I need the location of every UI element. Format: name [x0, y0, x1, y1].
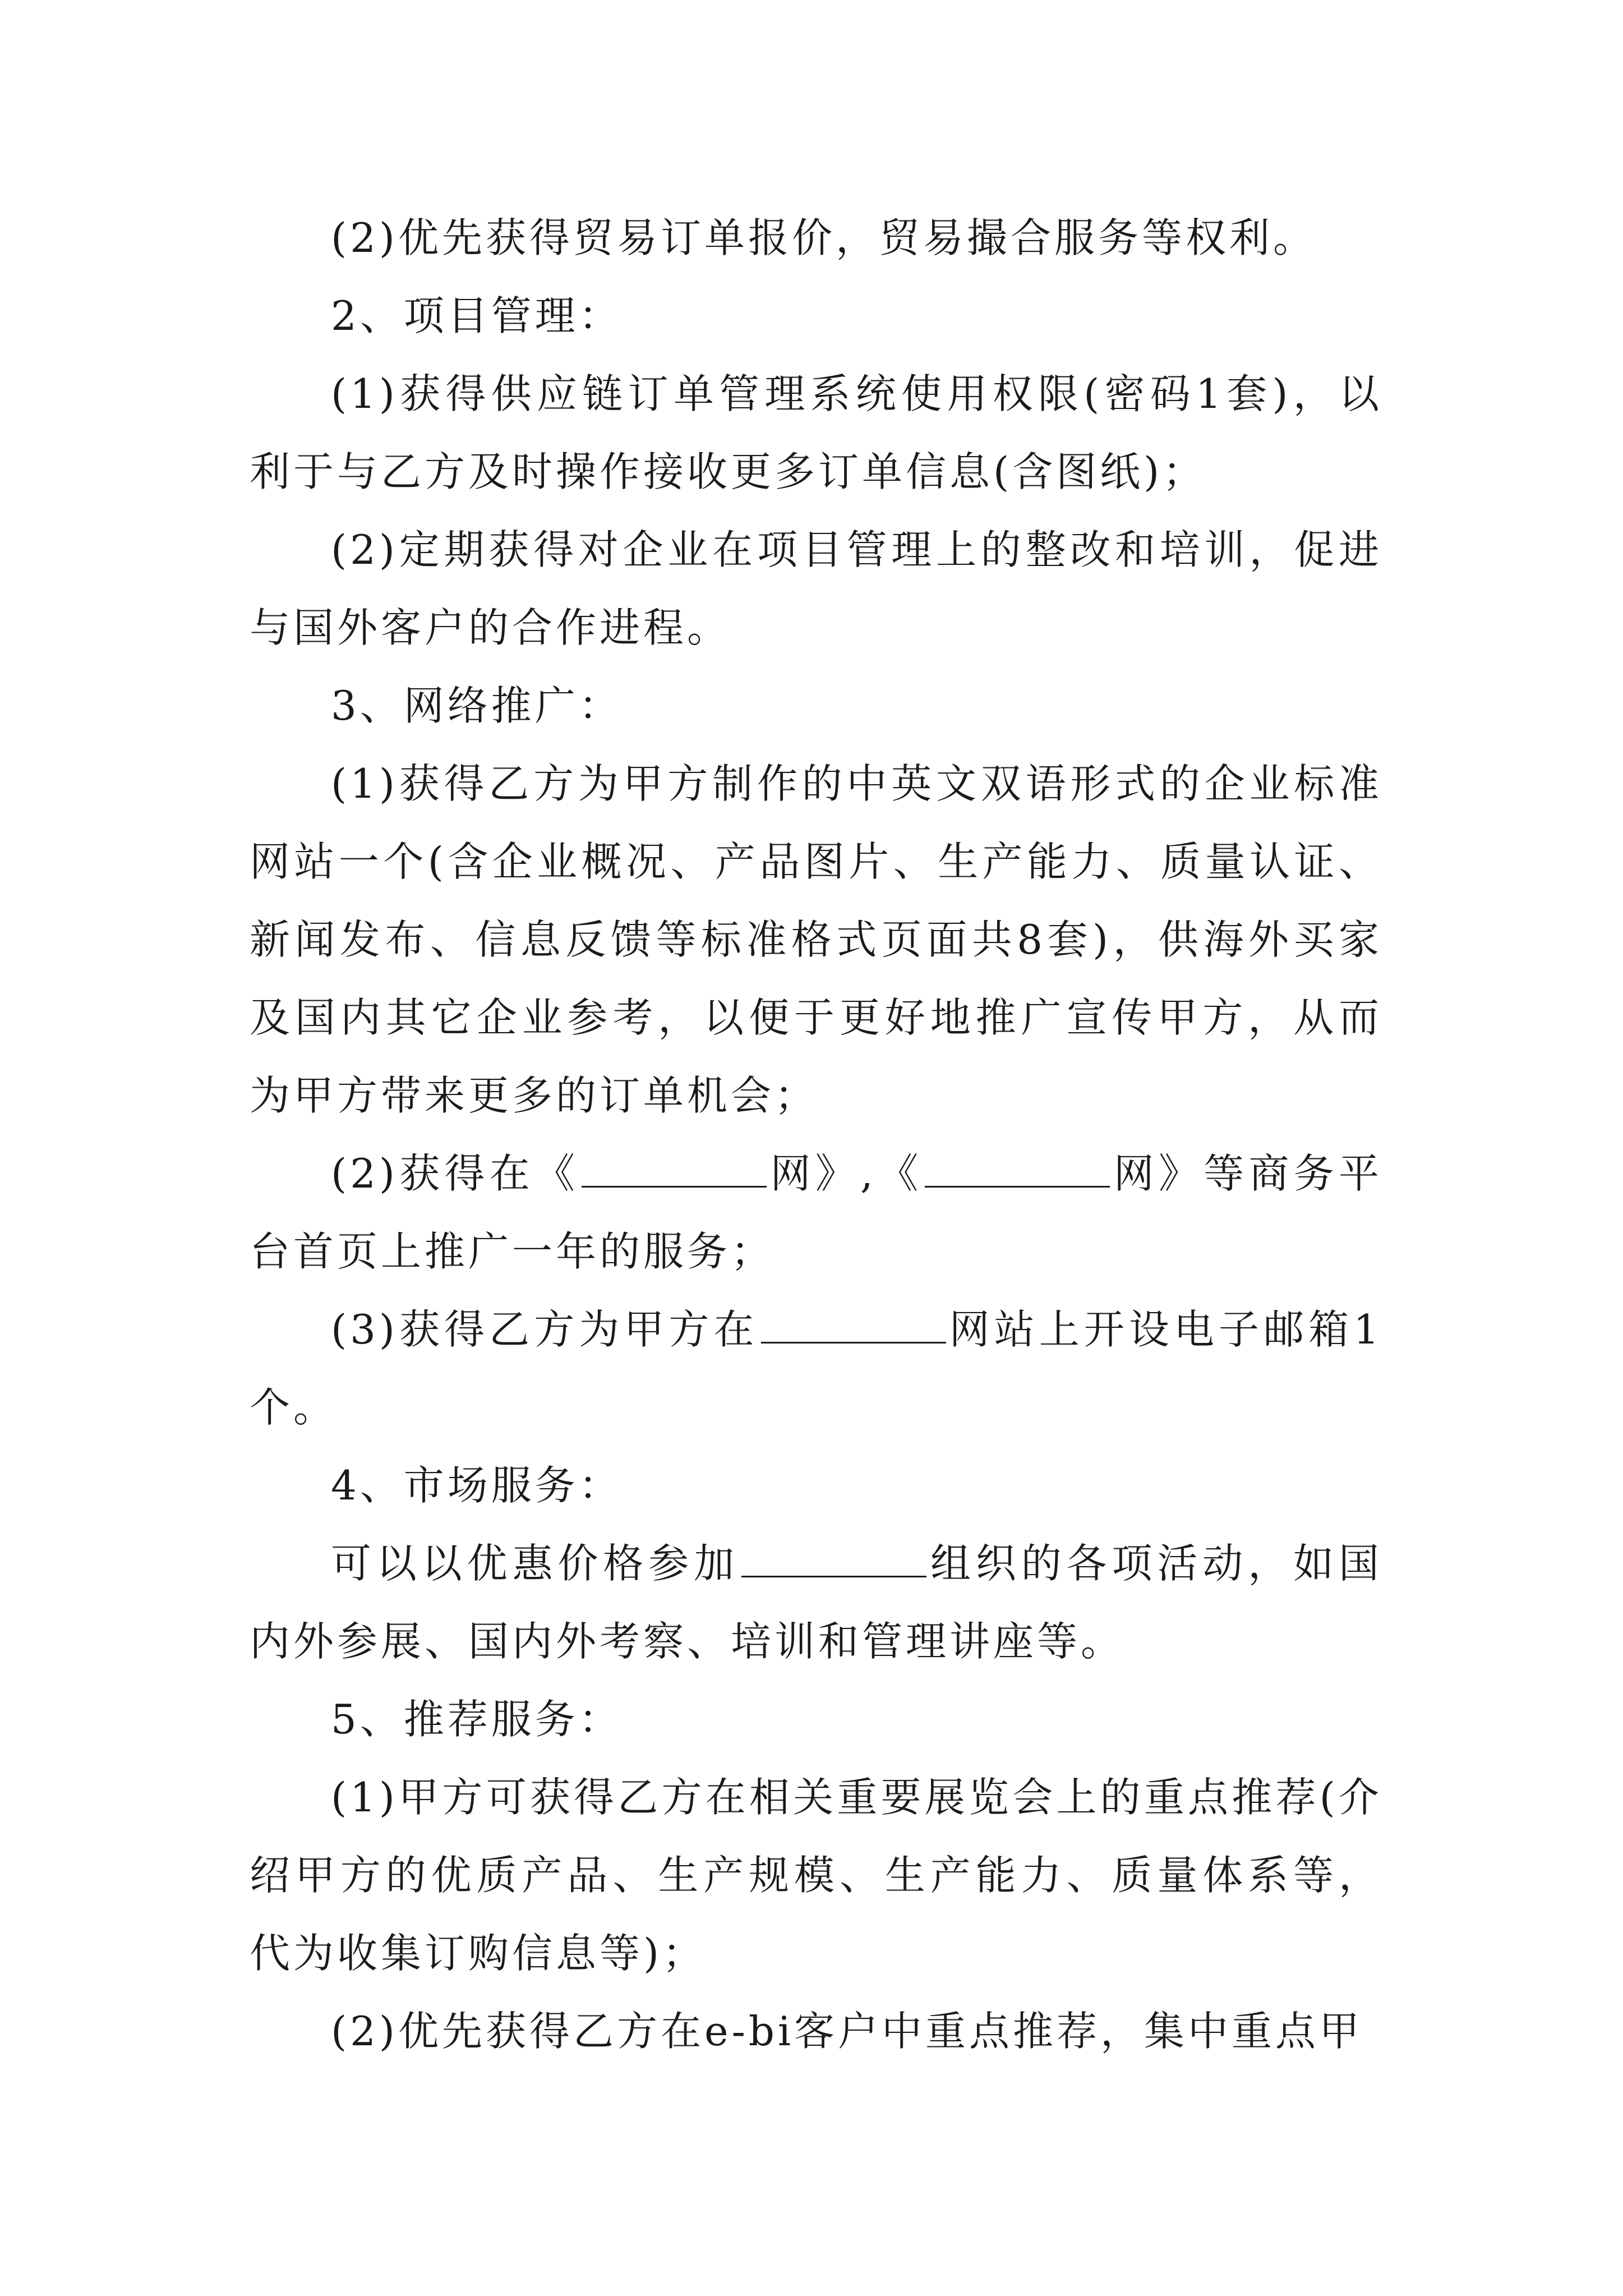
fill-in-blank [925, 1151, 1110, 1188]
text-segment: 网站上开设电子邮箱1个。 [250, 1306, 1382, 1431]
paragraph-exhibition-recommendation: (1)甲方可获得乙方在相关重要展览会上的重点推荐(介绍甲方的优质产品、生产规模、生产能力、质量体系等，代为收集订购信息等)； [250, 1774, 1382, 1977]
paragraph-email-account [250, 1291, 1382, 1447]
fill-in-blank [761, 1307, 946, 1343]
heading-market-services: 4、市场服务： [331, 1462, 623, 1509]
document-body [250, 199, 1382, 2070]
heading-network-promotion: 3、网络推广： [331, 682, 623, 729]
paragraph-trade-quotation: (2)优先获得贸易订单报价，贸易撮合服务等权利。 [331, 214, 1317, 261]
fill-in-blank [741, 1541, 926, 1577]
paragraph-supply-chain-system: (1)获得供应链订单管理系统使用权限(密码1套)，以利于与乙方及时操作接收更多订单信息(含图纸)； [250, 370, 1382, 495]
heading-project-management: 2、项目管理： [331, 292, 623, 339]
paragraph-platform-promotion [250, 1135, 1382, 1291]
text-segment: 可以以优惠价格参加 [331, 1540, 740, 1587]
text-segment: 网》等商务平台首页上推广一年的服务； [250, 1150, 1382, 1275]
paragraph-discount-activities [250, 1525, 1382, 1681]
text-segment: (2)获得在《 [331, 1150, 580, 1197]
text-segment: (3)获得乙方为甲方在 [331, 1306, 759, 1353]
fill-in-blank [582, 1151, 767, 1188]
text-segment: 组织的各项活动，如国内外参展、国内外考察、培训和管理讲座等。 [250, 1540, 1382, 1665]
paragraph-client-recommendation: (2)优先获得乙方在e-bi客户中重点推荐，集中重点甲 [331, 2008, 1363, 2055]
paragraph-rectification-training: (2)定期获得对企业在项目管理上的整改和培训，促进与国外客户的合作进程。 [250, 526, 1382, 651]
paragraph-bilingual-website: (1)获得乙方为甲方制作的中英文双语形式的企业标准网站一个(含企业概况、产品图片、生产能力、质量认证、新闻发布、信息反馈等标准格式页面共8套)，供海外买家及国内其它企业参考，以便于更好地推广宣传甲方，从而为甲方带来更多的订单机会； [250, 760, 1382, 1119]
text-segment: 网》,《 [769, 1150, 923, 1197]
heading-recommendation-services: 5、推荐服务： [331, 1696, 623, 1743]
